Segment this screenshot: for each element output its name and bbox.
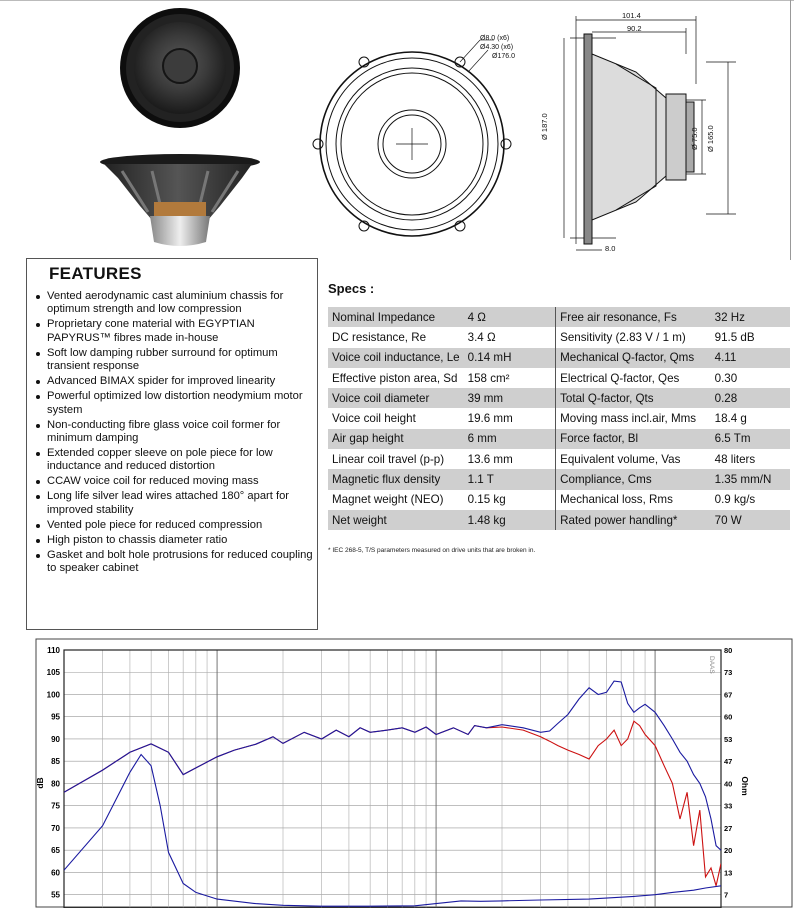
spec-name: Nominal Impedance	[328, 307, 464, 327]
spec-row	[328, 408, 790, 428]
spec-value: 1.35 mm/N	[711, 469, 790, 489]
spec-value: 1.48 kg	[464, 510, 556, 530]
features-box	[26, 258, 318, 630]
spec-row	[328, 348, 790, 368]
spec-name: Linear coil travel (p-p)	[332, 452, 445, 466]
spec-value: 13.6 mm	[464, 449, 556, 469]
y-tick-label: 80	[51, 779, 60, 789]
spec-name: Air gap height	[328, 429, 464, 449]
front-view-drawing	[308, 28, 518, 238]
y2-tick-label: 27	[724, 823, 733, 833]
features-title: FEATURES	[49, 264, 142, 283]
feature-item: Powerful optimized low distortion neodymium motor system	[35, 390, 317, 417]
y2-tick-label: 47	[724, 757, 733, 767]
spec-name: Mechanical loss, Rms	[560, 493, 673, 507]
y-tick-label: 90	[51, 734, 60, 744]
y2-tick-label: 73	[724, 668, 733, 678]
y2-tick-label: 13	[724, 868, 733, 878]
spec-name: Moving mass incl.air, Mms	[560, 412, 697, 426]
spec-name: Sensitivity (2.83 V / 1 m)	[560, 330, 686, 344]
chart-frame	[36, 639, 792, 907]
spec-name: Force factor, Bl	[556, 429, 711, 449]
spec-name: Electrical Q-factor, Qes	[560, 371, 680, 385]
spec-value: 91.5 dB	[714, 330, 755, 344]
spec-value: 0.30	[714, 371, 738, 385]
feature-item: Vented aerodynamic cast aluminium chassis for optimum strength and low compression	[35, 290, 317, 317]
spec-name: Equivalent volume, Vas	[560, 452, 681, 466]
y-tick-label: 105	[46, 668, 60, 678]
spec-name: Total Q-factor, Qts	[556, 388, 711, 408]
spec-value: 6.5 Tm	[711, 429, 790, 449]
spec-name: Voice coil diameter	[328, 388, 464, 408]
hole-4-3-label: Ø4.30 (x6)	[480, 44, 514, 51]
spec-name: Compliance, Cms	[556, 469, 711, 489]
y2-tick-label: 60	[724, 712, 733, 722]
spec-value: 70 W	[711, 510, 790, 530]
outer-dia-label: Ø 187.0	[540, 113, 549, 140]
page-top-rule	[0, 0, 794, 1]
bolt-circle-label: Ø176.0	[492, 53, 515, 60]
feature-item: Gasket and bolt hole protrusions for reduced coupling to speaker cabinet	[35, 549, 317, 576]
specs-table	[328, 307, 790, 530]
spec-name: Magnet weight (NEO)	[332, 493, 444, 507]
y2-tick-label: 20	[724, 846, 733, 856]
spec-name: DC resistance, Re	[332, 330, 427, 344]
spec-value: 1.1 T	[464, 469, 556, 489]
spec-row	[328, 510, 790, 530]
y-tick-label: 85	[51, 757, 60, 767]
y2-tick-label: 33	[724, 801, 733, 811]
spec-value: 32 Hz	[711, 307, 790, 327]
spec-value: 19.6 mm	[464, 408, 556, 428]
speaker-front-photo	[120, 8, 240, 128]
specs-title: Specs :	[328, 281, 375, 296]
plot-area	[64, 650, 721, 908]
feature-item: Long life silver lead wires attached 180° apart for improved stability	[35, 490, 317, 517]
spec-value: 4 Ω	[464, 307, 556, 327]
y2-tick-label: 7	[724, 890, 729, 900]
product-photos	[92, 6, 282, 250]
spec-name: Rated power handling*	[556, 510, 711, 530]
y-tick-label: 55	[51, 890, 60, 900]
spec-value: 4.11	[711, 348, 790, 368]
y-tick-label: 95	[51, 712, 60, 722]
spec-name: Mechanical Q-factor, Qms	[556, 348, 711, 368]
feature-item: High piston to chassis diameter ratio	[35, 534, 317, 547]
y-tick-label: 70	[51, 823, 60, 833]
feature-item: Proprietary cone material with EGYPTIAN PAPYRUS™ fibres made in-house	[35, 318, 317, 345]
flange-depth-label: 8.0	[605, 244, 616, 253]
spec-value: 18.4 g	[714, 412, 747, 426]
features-list	[35, 290, 317, 577]
speaker-side-photo	[100, 154, 260, 246]
y-tick-label: 60	[51, 868, 60, 878]
spec-value: 0.15 kg	[464, 490, 556, 510]
spec-row	[328, 469, 790, 489]
y2-tick-label: 80	[724, 646, 733, 655]
feature-item: Extended copper sleeve on pole piece for low inductance and reduced distortion	[35, 447, 317, 474]
dim-101-label: 101.4	[622, 11, 641, 20]
dim-90-label: 90.2	[627, 24, 642, 33]
y2-tick-label: 67	[724, 690, 733, 700]
spl-curve-red	[64, 721, 721, 886]
spec-value: 0.14 mH	[464, 348, 556, 368]
spec-value: 39 mm	[464, 388, 556, 408]
impedance-curve	[64, 755, 721, 907]
spec-row	[328, 429, 790, 449]
y-tick-label: 75	[51, 801, 60, 811]
y-axis-title: dB	[35, 777, 45, 789]
spec-name: Net weight	[328, 510, 464, 530]
y-tick-label: 65	[51, 846, 60, 856]
y2-axis-title: Ohm	[740, 776, 750, 796]
spec-name: Effective piston area, Sd	[332, 371, 458, 385]
spec-row	[328, 368, 790, 388]
spec-row	[328, 490, 790, 510]
spec-name: Voice coil height	[332, 412, 416, 426]
spec-value: 0.28	[711, 388, 790, 408]
spec-name: Free air resonance, Fs	[556, 307, 711, 327]
spec-name: Voice coil inductance, Le	[328, 348, 464, 368]
y-tick-label: 110	[47, 646, 60, 655]
baffle-dia-label: Ø 165.0	[706, 125, 715, 152]
feature-item: Soft low damping rubber surround for optimum transient response	[35, 347, 317, 374]
motor-dia-label: Ø 75.0	[690, 127, 699, 150]
feature-item: Vented pole piece for reduced compression	[35, 519, 317, 532]
frequency-response-chart	[0, 638, 794, 908]
spec-row	[328, 307, 790, 327]
page-right-rule	[790, 0, 791, 260]
spec-value: 158 cm²	[464, 368, 556, 388]
feature-item: CCAW voice coil for reduced moving mass	[35, 475, 317, 488]
specs-footnote: * IEC 268-5, T/S parameters measured on drive units that are broken in.	[328, 547, 536, 554]
y2-tick-label: 53	[724, 734, 733, 744]
corner-watermark: DAAS	[708, 656, 715, 674]
spec-row	[328, 327, 790, 347]
spec-row	[328, 449, 790, 469]
spec-row	[328, 388, 790, 408]
spec-value: 48 liters	[714, 452, 756, 466]
spec-name: Magnetic flux density	[328, 469, 464, 489]
spec-value: 3.4 Ω	[464, 327, 556, 347]
y2-tick-label: 40	[724, 779, 733, 789]
spec-value: 0.9 kg/s	[714, 493, 756, 507]
spl-curve-blue	[64, 681, 721, 850]
spec-value: 6 mm	[464, 429, 556, 449]
feature-item: Advanced BIMAX spider for improved linearity	[35, 375, 317, 388]
hole-8-label: Ø8.0 (x6)	[480, 35, 510, 42]
y-tick-label: 100	[46, 690, 60, 700]
feature-item: Non-conducting fibre glass voice coil former for minimum damping	[35, 419, 317, 446]
